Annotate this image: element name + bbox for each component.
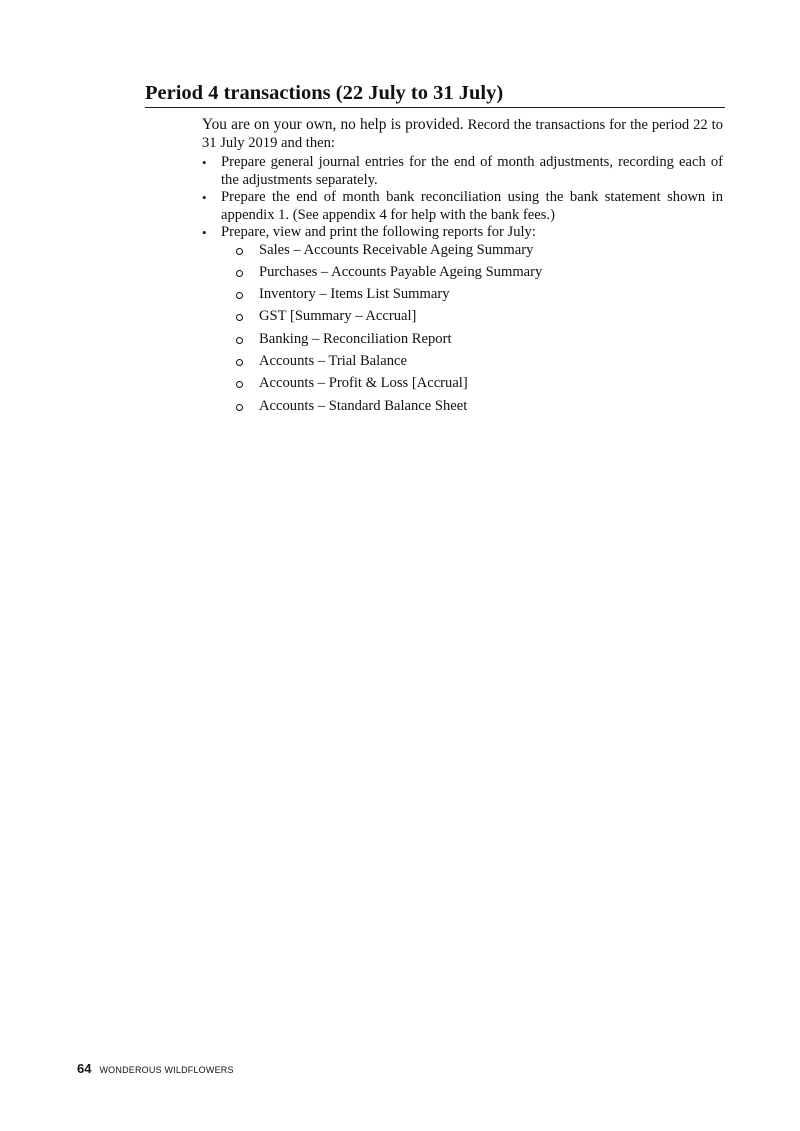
circle-bullet-icon bbox=[236, 314, 243, 321]
report-label: Sales – Accounts Receivable Ageing Summary bbox=[259, 241, 534, 258]
report-item bbox=[221, 264, 723, 286]
task-text: Prepare the end of month bank reconciliation using the bank statement shown in appendix 1. (See appendix 4 for help with the bank fees.) bbox=[221, 189, 723, 223]
report-label: Accounts – Standard Balance Sheet bbox=[259, 397, 468, 414]
task-item-reports bbox=[202, 224, 723, 242]
report-label: GST [Summary – Accrual] bbox=[259, 308, 417, 325]
report-item bbox=[221, 242, 723, 264]
report-list bbox=[202, 242, 723, 420]
bullet-icon: • bbox=[202, 225, 207, 240]
task-list bbox=[202, 154, 723, 242]
task-item-journal bbox=[202, 154, 723, 189]
task-text: Prepare, view and print the following reports for July: bbox=[221, 224, 536, 240]
circle-bullet-icon bbox=[236, 404, 243, 411]
page-number: 64 bbox=[77, 1061, 92, 1076]
report-item bbox=[221, 375, 723, 397]
section-heading: Period 4 transactions (22 July to 31 July) bbox=[145, 80, 725, 108]
report-item bbox=[221, 286, 723, 308]
circle-bullet-icon bbox=[236, 270, 243, 277]
section-body bbox=[202, 116, 723, 420]
circle-bullet-icon bbox=[236, 292, 243, 299]
bullet-icon: • bbox=[202, 190, 207, 205]
intro-paragraph bbox=[202, 116, 723, 152]
circle-bullet-icon bbox=[236, 337, 243, 344]
intro-lead: You are on your own, no help is provided. bbox=[202, 116, 464, 133]
report-label: Purchases – Accounts Payable Ageing Summary bbox=[259, 263, 543, 280]
intro-rest: Record the transactions for the period 22 to 31 July 2019 and then: bbox=[202, 117, 724, 151]
report-item bbox=[221, 398, 723, 420]
running-title: WONDEROUS WILDFLOWERS bbox=[99, 1065, 234, 1075]
report-label: Inventory – Items List Summary bbox=[259, 286, 450, 303]
task-item-bank-reconciliation bbox=[202, 189, 723, 224]
circle-bullet-icon bbox=[236, 359, 243, 366]
bullet-icon: • bbox=[202, 155, 207, 170]
circle-bullet-icon bbox=[236, 381, 243, 388]
report-item bbox=[221, 331, 723, 353]
report-label: Accounts – Trial Balance bbox=[259, 352, 407, 369]
report-label: Banking – Reconciliation Report bbox=[259, 330, 452, 347]
report-item bbox=[221, 353, 723, 375]
circle-bullet-icon bbox=[236, 248, 243, 255]
page-footer bbox=[77, 1061, 234, 1076]
task-text: Prepare general journal entries for the end of month adjustments, recording each of the adjustments separately. bbox=[221, 154, 723, 188]
report-label: Accounts – Profit & Loss [Accrual] bbox=[259, 375, 468, 392]
report-item bbox=[221, 308, 723, 330]
